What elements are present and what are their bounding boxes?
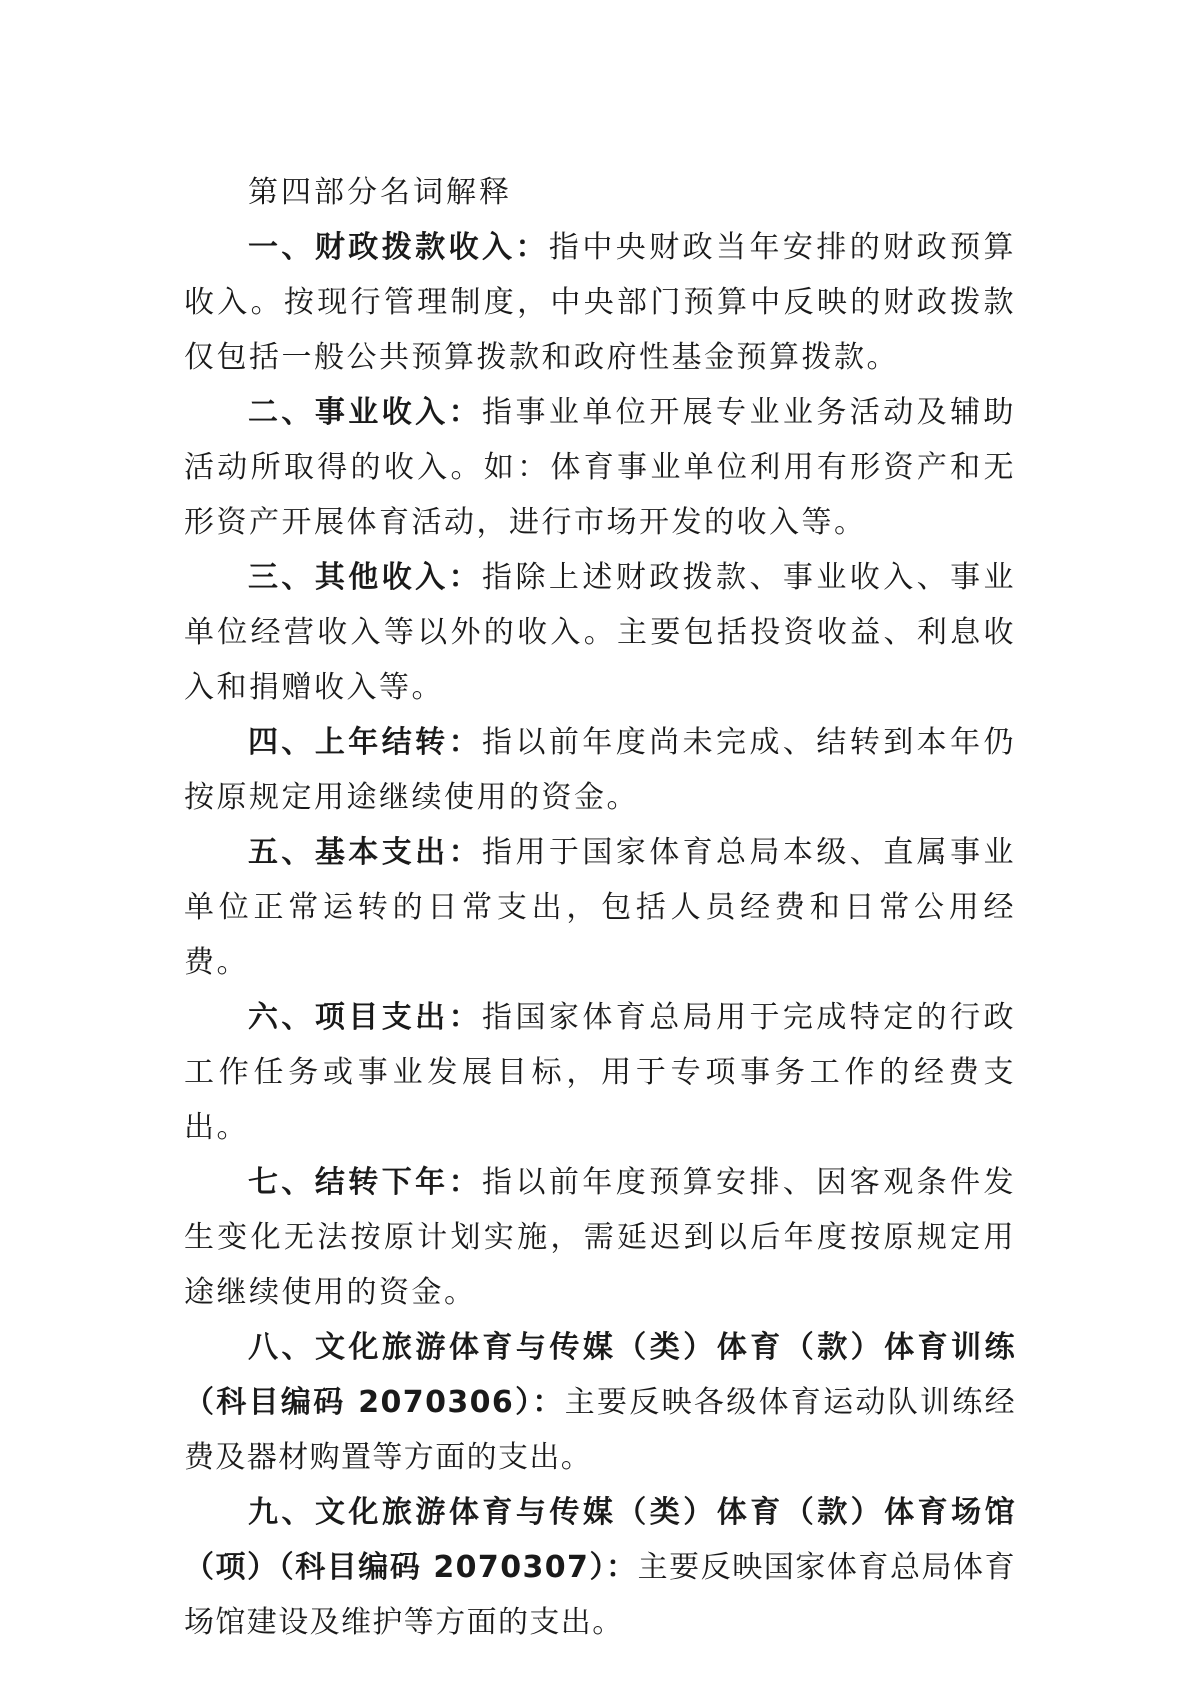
definition-basic-expenditure <box>184 825 1016 990</box>
definition-body: 主要反映各级体育运动队训练经费及器材购置等方面的支出。 <box>184 1385 1017 1475</box>
definition-other-income <box>184 550 1016 715</box>
definition-body: 指事业单位开展专业业务活动及辅助活动所取得的收入。如：体育事业单位利用有形资产和无形资产开展体育活动，进行市场开发的收入等。 <box>184 395 1017 540</box>
definition-financial-appropriation-income <box>184 220 1016 385</box>
definition-body: 指用于国家体育总局本级、直属事业单位正常运转的日常支出，包括人员经费和日常公用经费。 <box>184 835 1017 980</box>
definition-project-expenditure <box>184 990 1016 1155</box>
definition-body: 指国家体育总局用于完成特定的行政工作任务或事业发展目标，用于专项事务工作的经费支出。 <box>184 1000 1017 1145</box>
definition-term: 七、结转下年： <box>248 1165 483 1200</box>
definition-term: 四、上年结转： <box>248 725 483 760</box>
definition-sports-training <box>184 1320 1016 1485</box>
definition-prior-year-carryover <box>184 715 1016 825</box>
definition-term: 八、文化旅游体育与传媒（类）体育（款）体育训练（科目编码 2070306）： <box>184 1330 1016 1420</box>
definition-term: 三、其他收入： <box>248 560 483 595</box>
definition-body: 指除上述财政拨款、事业收入、事业单位经营收入等以外的收入。主要包括投资收益、利息收入和捐赠收入等。 <box>184 560 1017 705</box>
definition-term: 五、基本支出： <box>248 835 483 870</box>
definition-body: 指中央财政当年安排的财政预算收入。按现行管理制度，中央部门预算中反映的财政拨款仅包括一般公共预算拨款和政府性基金预算拨款。 <box>184 230 1017 375</box>
definition-term: 二、事业收入： <box>248 395 483 430</box>
definition-body: 主要反映国家体育总局体育场馆建设及维护等方面的支出。 <box>184 1550 1016 1640</box>
definition-carryover-next-year <box>184 1155 1016 1320</box>
document-page <box>184 165 1016 1650</box>
section-heading: 第四部分名词解释 <box>248 175 512 210</box>
definition-term: 九、文化旅游体育与传媒（类）体育（款）体育场馆（项）（科目编码 2070307）： <box>184 1495 1016 1585</box>
definition-body: 指以前年度尚未完成、结转到本年仍按原规定用途继续使用的资金。 <box>184 725 1017 815</box>
definition-sports-venues <box>184 1485 1016 1650</box>
definition-term: 一、财政拨款收入： <box>248 230 549 265</box>
definition-body: 指以前年度预算安排、因客观条件发生变化无法按原计划实施，需延迟到以后年度按原规定用途继续使用的资金。 <box>184 1165 1017 1310</box>
definition-term: 六、项目支出： <box>248 1000 483 1035</box>
definition-business-income <box>184 385 1016 550</box>
